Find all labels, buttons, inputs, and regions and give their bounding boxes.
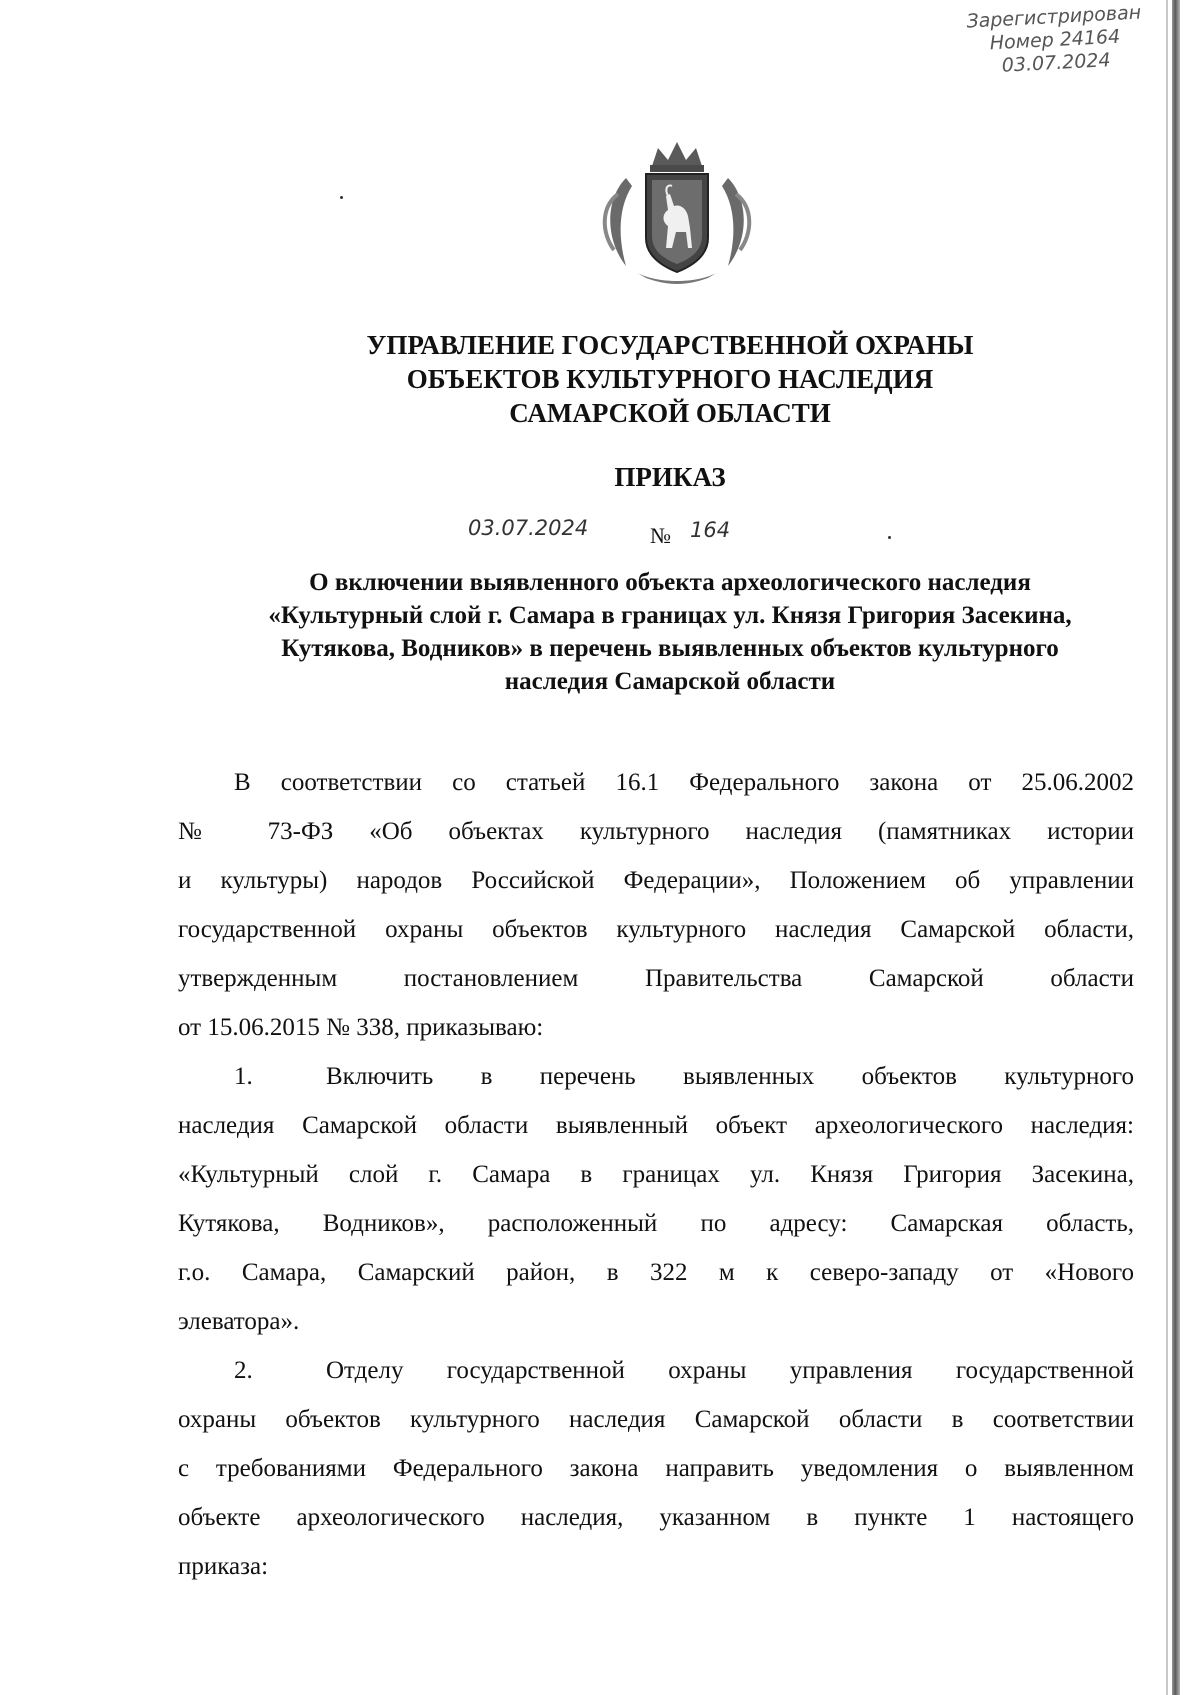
body-line: наследия Самарской области выявленный объект археологического наследия: xyxy=(178,1112,1134,1139)
document-type-title: ПРИКАЗ xyxy=(614,462,726,492)
body-line: объекте археологического наследия, указанном в пункте 1 настоящего xyxy=(178,1504,1134,1531)
scan-edge-line xyxy=(1166,0,1168,1695)
organization-name-line: САМАРСКОЙ ОБЛАСТИ xyxy=(509,398,831,428)
body-line: приказа: xyxy=(178,1553,269,1580)
body-line: с требованиями Федерального закона направить уведомления о выявленном xyxy=(178,1455,1134,1482)
scan-speck xyxy=(340,196,343,199)
order-date-handwritten: 03.07.2024 xyxy=(468,516,589,540)
body-line: Включить в перечень выявленных объектов культурного xyxy=(326,1063,1134,1090)
scan-speck xyxy=(888,536,891,539)
organization-name-line: ОБЪЕКТОВ КУЛЬТУРНОГО НАСЛЕДИЯ xyxy=(406,364,934,394)
subject-line: наследия Самарской области xyxy=(504,668,836,695)
body-line: государственной охраны объектов культурного наследия Самарской области, xyxy=(178,916,1134,943)
body-line: утвержденным постановлением Правительства Самарской области xyxy=(178,965,1134,992)
registration-note-line: 03.07.2024 xyxy=(1001,49,1112,77)
item-2-number: 2. xyxy=(234,1357,253,1384)
subject-line: «Культурный слой г. Самара в границах ул. Князя Григория Засекина, xyxy=(268,602,1072,629)
body-line: В соответствии со статьей 16.1 Федерального закона от 25.06.2002 xyxy=(234,769,1134,796)
subject-line: О включении выявленного объекта археологического наследия xyxy=(309,569,1031,596)
coat-of-arms-emblem xyxy=(596,138,758,286)
registration-note-line: Зарегистрирован xyxy=(965,1,1142,33)
body-line: от 15.06.2015 № 338, приказываю: xyxy=(178,1014,544,1041)
registration-note-line: Номер 24164 xyxy=(989,25,1121,55)
body-line: охраны объектов культурного наследия Самарской области в соответствии xyxy=(178,1406,1134,1433)
body-line: «Культурный слой г. Самара в границах ул. Князя Григория Засекина, xyxy=(178,1161,1134,1188)
organization-name-line: УПРАВЛЕНИЕ ГОСУДАРСТВЕННОЙ ОХРАНЫ xyxy=(366,330,974,360)
item-2-first-line xyxy=(178,1346,1134,1395)
subject-line: Кутякова, Водников» в перечень выявленных объектов культурного xyxy=(281,635,1059,662)
registration-handwritten-note xyxy=(958,1,1151,80)
body-line: и культуры) народов Российской Федерации», Положением об управлении xyxy=(178,867,1134,894)
body-line: г.о. Самара, Самарский район, в 322 м к северо-западу от «Нового xyxy=(178,1259,1134,1286)
item-1-number: 1. xyxy=(234,1063,253,1090)
order-number-handwritten: 164 xyxy=(690,518,731,542)
body-line: Кутякова, Водников», расположенный по адресу: Самарская область, xyxy=(178,1210,1134,1237)
body-line: Отделу государственной охраны управления государственной xyxy=(326,1357,1134,1384)
order-number-label: № xyxy=(650,523,671,548)
order-body-text xyxy=(178,758,1134,1591)
organization-name xyxy=(0,328,1200,430)
body-line: № 73-ФЗ «Об объектах культурного наследия (памятниках истории xyxy=(178,818,1134,845)
order-subject-heading xyxy=(0,566,1200,698)
body-line: элеватора». xyxy=(178,1308,300,1335)
scan-edge xyxy=(1172,0,1180,1695)
item-1-first-line xyxy=(178,1052,1134,1101)
